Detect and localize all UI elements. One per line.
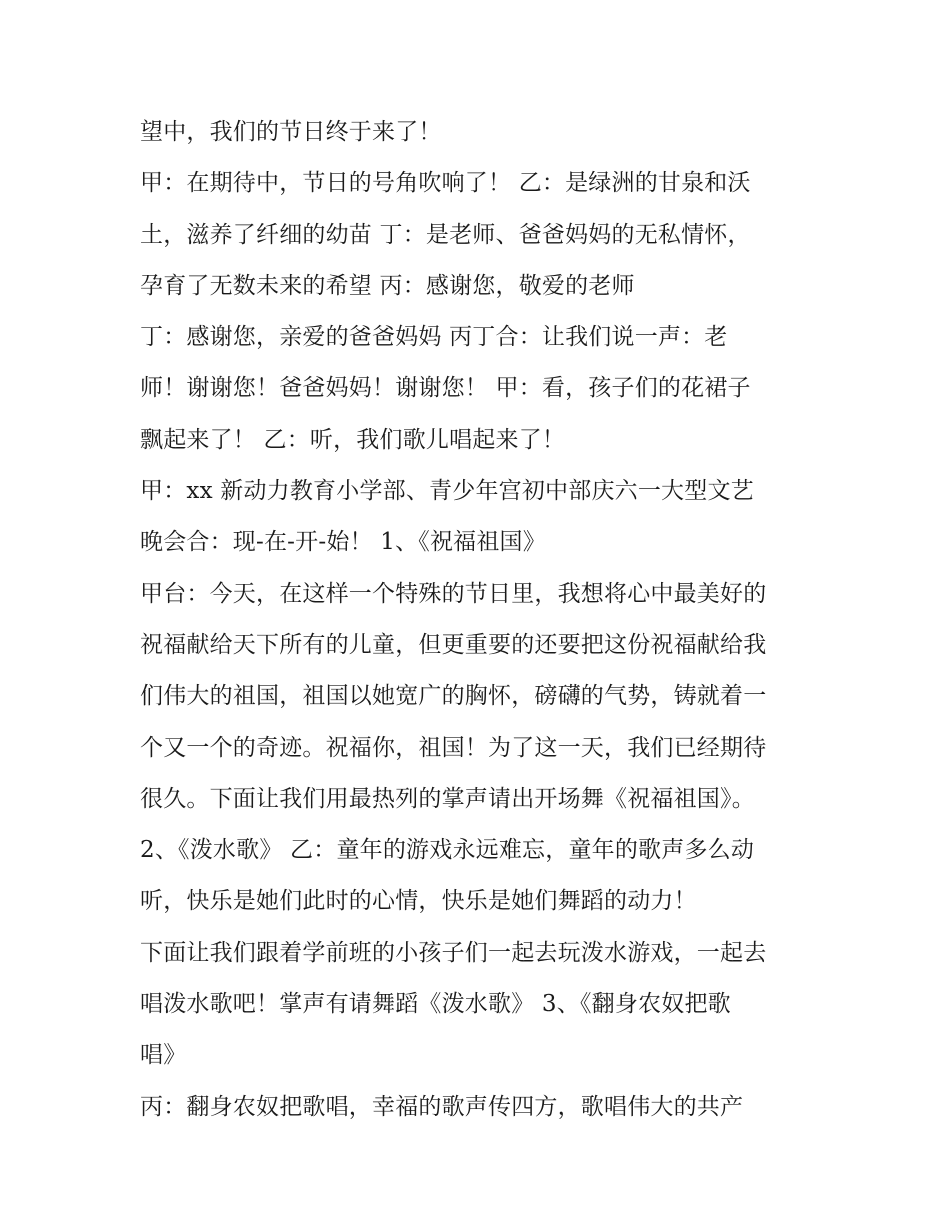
text-line: 望中，我们的节日终于来了！ [140, 119, 442, 145]
text-line: 很久。下面让我们用最热列的掌声请出开场舞《祝福祖国》。 [140, 785, 755, 812]
text-line: 祝福献给天下所有的儿童，但更重要的还要把这份祝福献给我 [140, 631, 767, 658]
text-line: 下面让我们跟着学前班的小孩子们一起去玩泼水游戏，一起去 [140, 939, 767, 966]
text-line: 甲台：今天，在这样一个特殊的节日里，我想将心中最美好的 [140, 580, 767, 607]
text-line: 土，滋养了纤细的幼苗 丁：是老师、爸爸妈妈的无私情怀， [140, 221, 751, 248]
text-line: 晚会合：现-在-开-始！ 1、《祝福祖国》 [140, 529, 546, 556]
text-line: 2、《泼水歌》 乙：童年的游戏永远难忘，童年的歌声多么动 [140, 837, 755, 864]
text-line: 听，快乐是她们此时的心情，快乐是她们舞蹈的动力！ [140, 888, 697, 915]
text-line: 唱》 [140, 1042, 187, 1069]
text-line: 们伟大的祖国，祖国以她宽广的胸怀，磅礴的气势，铸就着一 [140, 683, 767, 710]
text-line: 孕育了无数未来的希望 丙：感谢您，敬爱的老师 [140, 272, 635, 299]
text-line: 唱泼水歌吧！掌声有请舞蹈《泼水歌》 3、《翻身农奴把歌 [140, 991, 731, 1018]
text-line: 个又一个的奇迹。祝福你，祖国！为了这一天，我们已经期待 [140, 734, 767, 761]
document-body [140, 107, 840, 1133]
text-line: 师！谢谢您！爸爸妈妈！谢谢您！ 甲：看，孩子们的花裙子 [140, 375, 751, 402]
text-line: 飘起来了！ 乙：听，我们歌儿唱起来了！ [140, 426, 566, 453]
text-line: 甲：在期待中，节日的号角吹响了！ 乙：是绿洲的甘泉和沃 [140, 170, 751, 197]
text-line: 甲：xx 新动力教育小学部、青少年宫初中部庆六一大型文艺 [140, 478, 754, 505]
text-line: 丙：翻身农奴把歌唱，幸福的歌声传四方，歌唱伟大的共产 [140, 1093, 744, 1120]
text-line: 丁：感谢您，亲爱的爸爸妈妈 丙丁合：让我们说一声：老 [140, 324, 728, 351]
